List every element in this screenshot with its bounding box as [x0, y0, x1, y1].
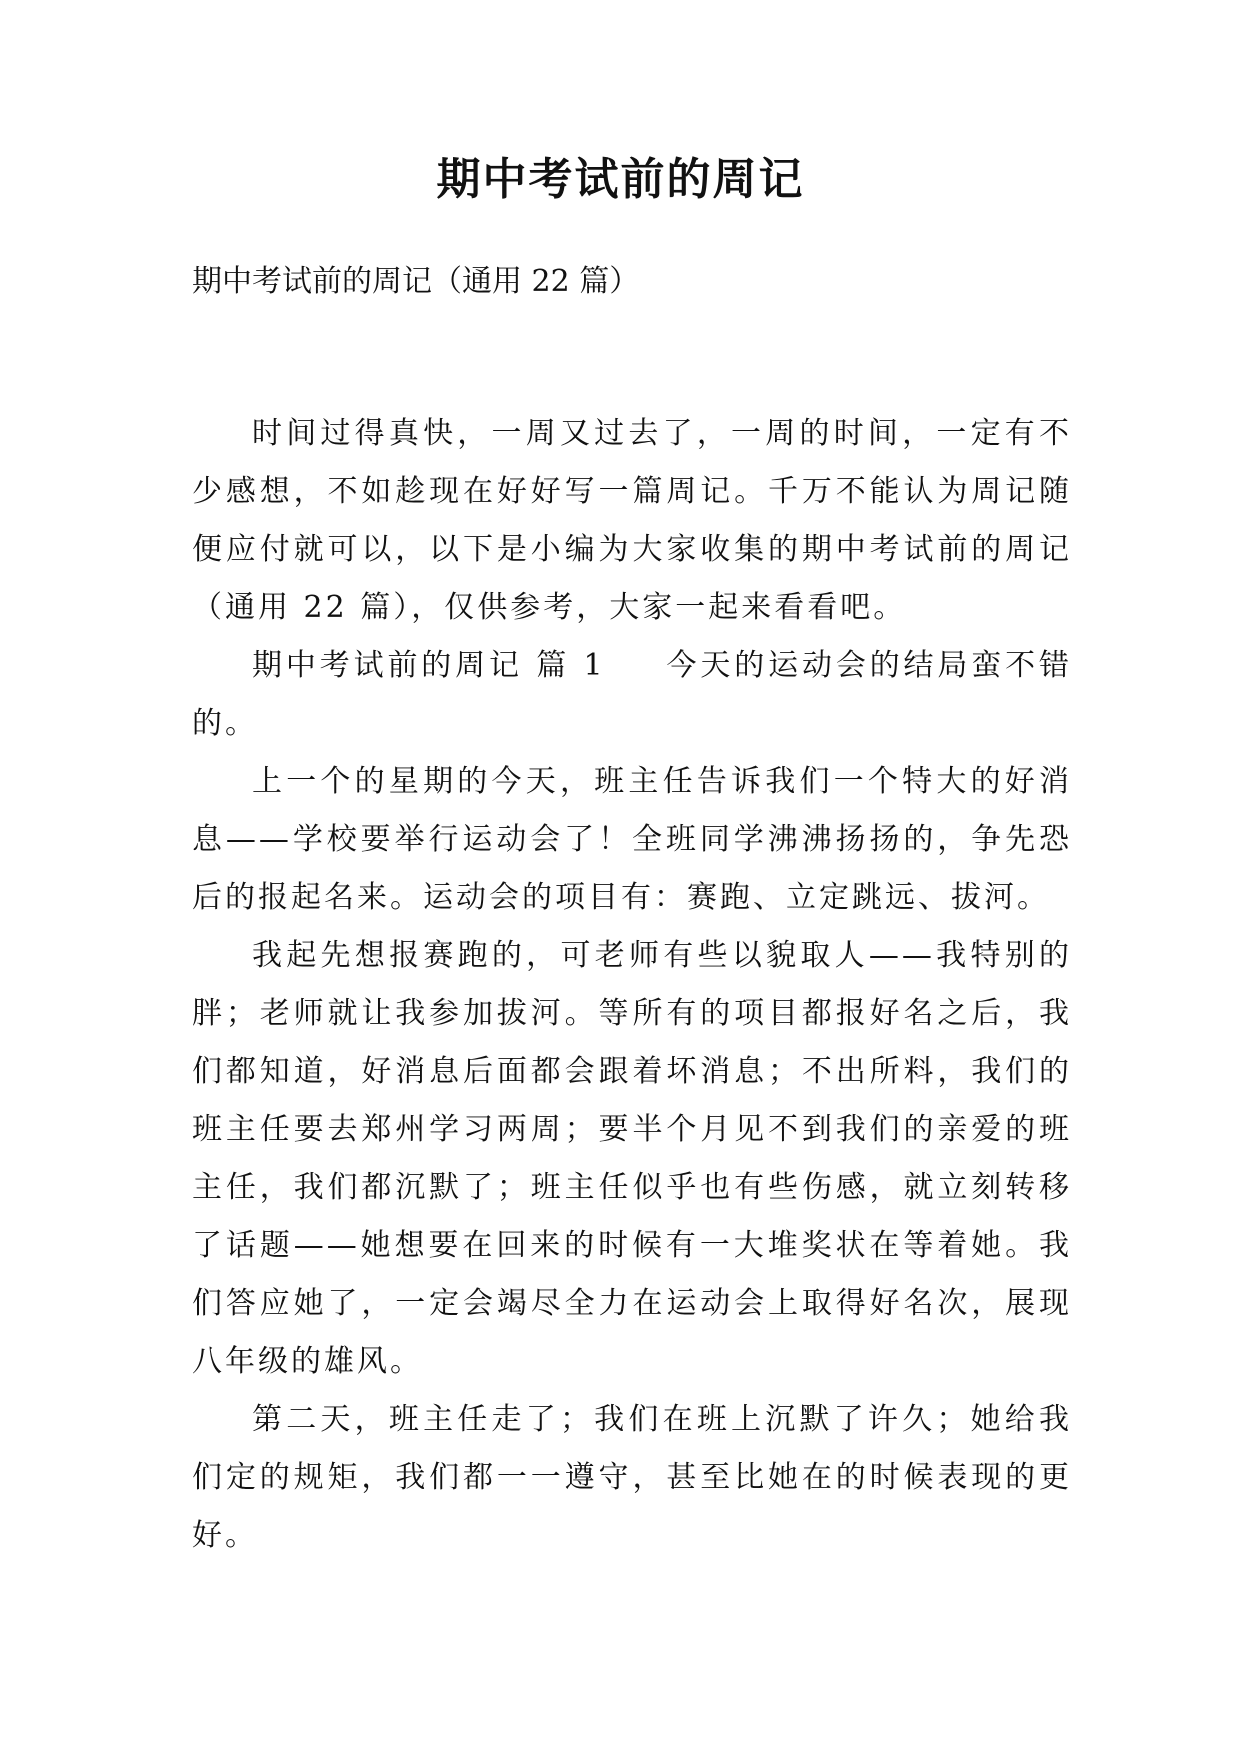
document-subtitle: 期中考试前的周记（通用 22 篇）: [192, 264, 640, 299]
section-1-heading: 期中考试前的周记 篇 1: [252, 648, 606, 683]
body-paragraph: 第二天，班主任走了；我们在班上沉默了许久；她给我们定的规矩，我们都一一遵守，甚至比她在的时候表现的更好。: [192, 1402, 1072, 1553]
intro-paragraph: 时间过得真快，一周又过去了，一周的时间，一定有不少感想，不如趁现在好好写一篇周记。千万不能认为周记随便应付就可以，以下是小编为大家收集的期中考试前的周记（通用 22 篇），仅供参考，大家一起来看看吧。: [192, 416, 1072, 625]
document-body: [192, 405, 1072, 1565]
section-1-paragraph: [192, 637, 1072, 753]
body-paragraph: 上一个的星期的今天，班主任告诉我们一个特大的好消息——学校要举行运动会了！全班同学沸沸扬扬的，争先恐后的报起名来。运动会的项目有：赛跑、立定跳远、拔河。: [192, 764, 1072, 915]
document-title: 期中考试前的周记: [436, 154, 805, 205]
section-1-first-sentence: 今天的运动会的结局蛮不错的。: [192, 648, 1073, 741]
body-paragraph: 我起先想报赛跑的，可老师有些以貌取人——我特别的胖；老师就让我参加拔河。等所有的项目都报好名之后，我们都知道，好消息后面都会跟着坏消息；不出所料，我们的班主任要去郑州学习两周；要半个月见不到我们的亲爱的班主任，我们都沉默了；班主任似乎也有些伤感，就立刻转移了话题——她想要在回来的时候有一大堆奖状在等着她。我们答应她了，一定会竭尽全力在运动会上取得好名次，展现八年级的雄风。: [192, 938, 1072, 1379]
